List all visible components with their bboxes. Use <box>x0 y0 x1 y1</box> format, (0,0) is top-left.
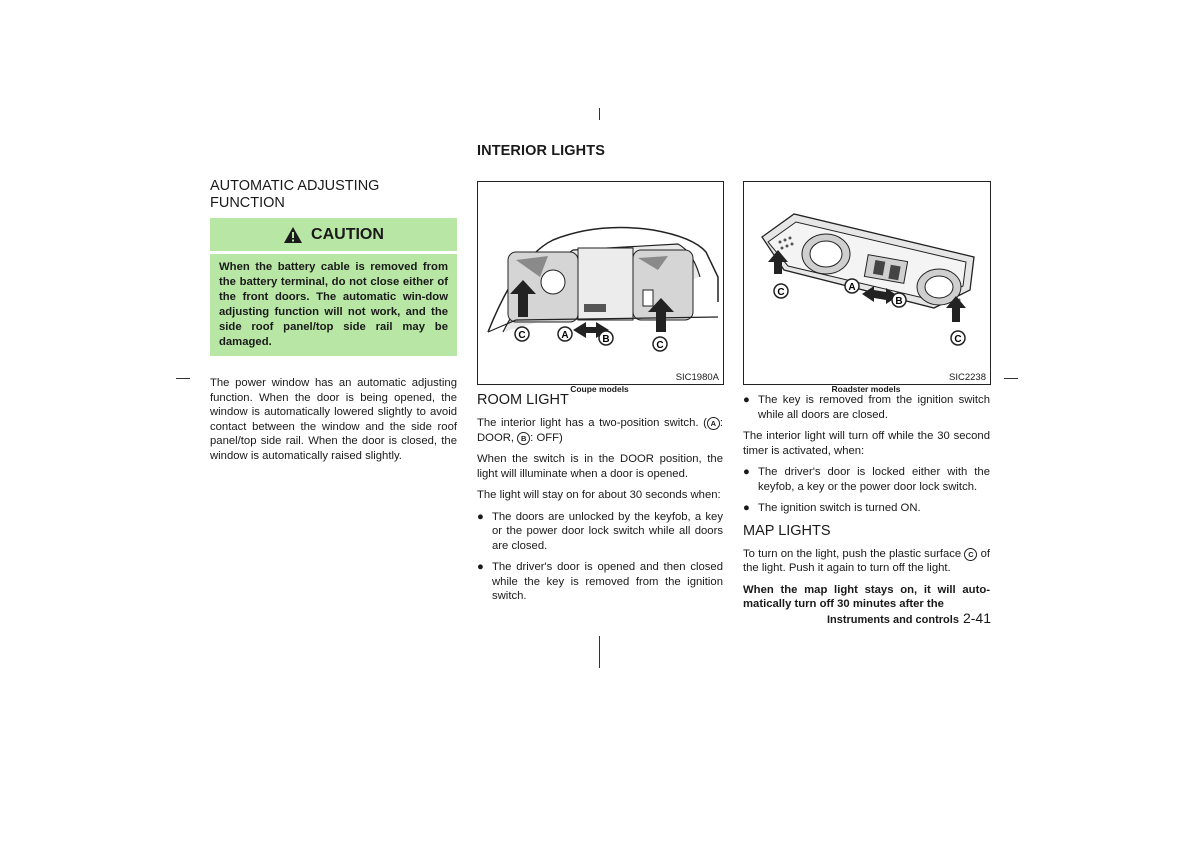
door-position-paragraph: When the switch is in the DOOR position, the light will illuminate when a door is opened. <box>477 453 723 480</box>
registration-mark-right <box>1004 378 1018 379</box>
registration-mark-left <box>176 378 190 379</box>
timer-paragraph: The interior light will turn off while the 30 second timer is activated, when: <box>743 430 990 457</box>
figure1-caption: Coupe models <box>570 384 629 394</box>
page-footer <box>827 610 991 626</box>
coupe-illustration <box>478 182 723 384</box>
bullet-icon: ● <box>743 502 750 514</box>
figure-coupe <box>477 181 724 385</box>
figure-roadster <box>743 181 991 385</box>
figure2-label-c-left: C <box>777 287 785 298</box>
registration-mark-bottom <box>599 636 600 668</box>
figure1-label-c-left: C <box>518 330 526 341</box>
map-lights-heading: MAP LIGHTS <box>743 522 831 539</box>
list-item: ● The driver's door is locked either with the keyfob, a key or the power door lock switch. <box>743 466 990 493</box>
map-lights-paragraph: To turn on the light, push the plastic surface C of the light. Push it again to turn off the light. <box>743 547 991 574</box>
power-window-paragraph: The power window has an automatic adjusting function. When the door is being opened, the window is automatically lowered slightly to avoid contact between the window and the side roof panel/top side rail. When the door is closed, the window is automatically raised slightly. <box>210 377 457 462</box>
registration-mark-top <box>599 108 600 120</box>
warning-triangle-icon <box>283 226 303 244</box>
figure1-code: SIC1980A <box>675 372 719 383</box>
bullet-icon: ● <box>477 561 484 573</box>
bullet-icon: ● <box>477 510 484 523</box>
caution-header <box>210 218 457 251</box>
label-c-circle: C <box>964 548 977 561</box>
figure1-label-b: B <box>602 334 610 345</box>
stay-on-paragraph: The light will stay on for about 30 seconds when: <box>477 489 721 501</box>
roadster-illustration <box>744 182 990 384</box>
section-title: INTERIOR LIGHTS <box>477 143 605 159</box>
figure2-label-c-right: C <box>954 334 962 345</box>
caution-label: CAUTION <box>311 225 384 243</box>
left-column <box>210 178 457 463</box>
room-light-switch-paragraph: The interior light has a two-position switch. ( A : DOOR, B : OFF) <box>477 417 723 444</box>
figure2-caption: Roadster models <box>831 384 901 394</box>
figure2-label-a: A <box>848 282 856 293</box>
list-item: ● The driver's door is opened and then closed while the key is removed from the ignition switch. <box>477 561 723 602</box>
page-number: 2-41 <box>962 610 991 626</box>
middle-column <box>477 392 723 611</box>
bullet-icon: ● <box>743 466 750 478</box>
figure2-code: SIC2238 <box>949 372 986 383</box>
list-item: ● The doors are unlocked by the keyfob, a key or the power door lock switch while all doors are closed. <box>477 510 723 552</box>
label-a-circle: A <box>707 417 720 430</box>
room-light-heading: ROOM LIGHT <box>477 392 569 408</box>
list-item: ● The ignition switch is turned ON. <box>743 502 921 514</box>
figure1-label-a: A <box>561 330 569 341</box>
bullet-icon: ● <box>743 394 750 406</box>
map-light-auto-off-text: When the map light stays on, it will auto-matically turn off 30 minutes after the <box>743 583 990 610</box>
label-b-circle: B <box>517 432 530 445</box>
figure2-label-b: B <box>895 296 903 307</box>
right-column <box>743 393 990 619</box>
caution-text: When the battery cable is removed from the battery terminal, do not close either of the front doors. The automatic win-dow adjusting function will not work, and the side roof panel/top side rail may be damaged. <box>210 254 457 356</box>
automatic-adjusting-heading: AUTOMATIC ADJUSTING FUNCTION <box>210 178 380 211</box>
footer-section: Instruments and controls <box>826 614 959 626</box>
figure1-label-c-right: C <box>656 340 664 351</box>
list-item: ● The key is removed from the ignition switch while all doors are closed. <box>743 394 990 421</box>
